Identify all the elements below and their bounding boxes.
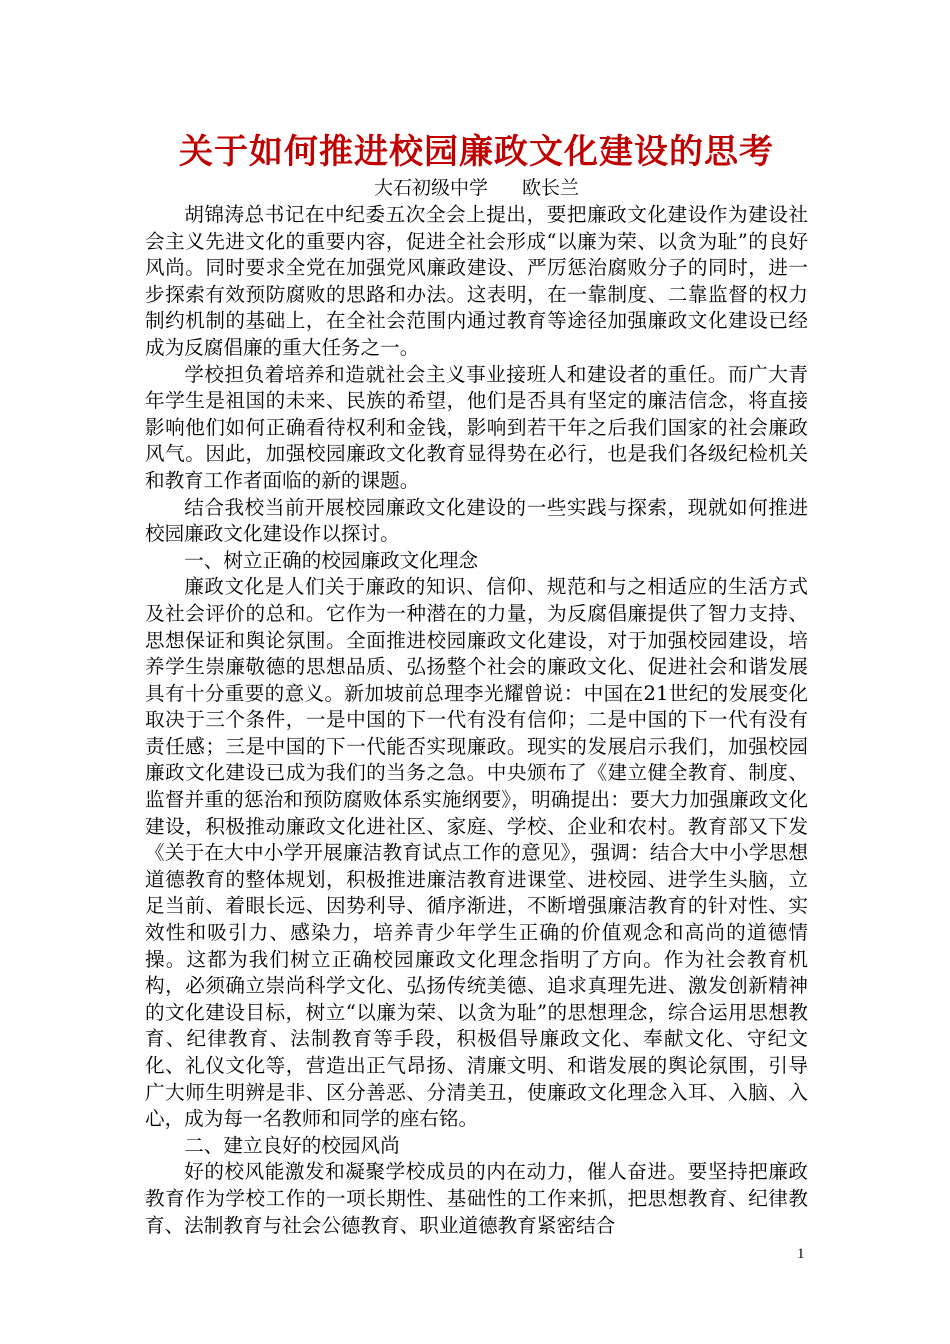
intro-paragraph-2: 学校担负着培养和造就社会主义事业接班人和建设者的重任。而广大青年学生是祖国的未来、民族的希望，他们是否具有坚定的廉洁信念，将直接影响他们如何正确看待权利和金钱，影响到若干年之后我们国家的社会廉政风气。因此，加强校园廉政文化教育显得势在必行，也是我们各级纪检机关和教育工作者面临的新的课题。 bbox=[145, 362, 808, 492]
document-title: 关于如何推进校园廉政文化建设的思考 bbox=[179, 132, 774, 172]
page-number: 1 bbox=[797, 1246, 805, 1262]
section-1-body: 廉政文化是人们关于廉政的知识、信仰、规范和与之相适应的生活方式及社会评价的总和。它作为一种潜在的力量，为反腐倡廉提供了智力支持、思想保证和舆论氛围。全面推进校园廉政文化建设，对于加强校园建设，培养学生崇廉敬德的思想品质、弘扬整个社会的廉政文化、促进社会和谐发展具有十分重要的意义。新加坡前总理李光耀曾说：中国在21世纪的发展变化取决于三个条件，一是中国的下一代有没有信仰；二是中国的下一代有没有责任感；三是中国的下一代能否实现廉政。现实的发展启示我们，加强校园廉政文化建设已成为我们的当务之急。中央颁布了《建立健全教育、制度、监督并重的惩治和预防腐败体系实施纲要》，明确提出：要大力加强廉政文化建设，积极推动廉政文化进社区、家庭、学校、企业和农村。教育部又下发《关于在大中小学开展廉洁教育试点工作的意见》，强调：结合大中小学思想道德教育的整体规划，积极推进廉洁教育进课堂、进校园、进学生头脑，立足当前、着眼长远、因势利导、循序渐进，不断增强廉洁教育的针对性、实效性和吸引力、感染力，培养青少年学生正确的价值观念和高尚的道德情操。这都为我们树立正确校园廉政文化理念指明了方向。作为社会教育机构，必须确立崇尚科学文化、弘扬传统美德、追求真理先进、激发创新精神的文化建设目标，树立“以廉为荣、以贪为耻”的思想理念，综合运用思想教育、纪律教育、法制教育等手段，积极倡导廉政文化、奉献文化、守纪文化、礼仪文化等，营造出正气昂扬、清廉文明、和谐发展的舆论氛围，引导广大师生明辨是非、区分善恶、分清美丑，使廉政文化理念入耳、入脑、入心，成为每一名教师和同学的座右铭。 bbox=[145, 575, 808, 1131]
section-1-heading: 一、树立正确的校园廉政文化理念 bbox=[184, 548, 479, 572]
byline bbox=[145, 176, 808, 200]
section-2-body: 好的校风能激发和凝聚学校成员的内在动力，催人奋进。要坚持把廉政教育作为学校工作的一项长期性、基础性的工作来抓，把思想教育、纪律教育、法制教育与社会公德教育、职业道德教育紧密结合 bbox=[145, 1160, 808, 1237]
byline-school: 大石初级中学 bbox=[373, 177, 488, 199]
intro-paragraph-1: 胡锦涛总书记在中纪委五次全会上提出，要把廉政文化建设作为建设社会主义先进文化的重要内容，促进全社会形成“以廉为荣、以贪为耻”的良好风尚。同时要求全党在加强党风廉政建设、严厉惩治腐败分子的同时，进一步探索有效预防腐败的思路和办法。这表明，在一靠制度、二靠监督的权力制约机制的基础上，在全社会范围内通过教育等途径加强廉政文化建设已经成为反腐倡廉的重大任务之一。 bbox=[145, 203, 808, 359]
intro-paragraph-3: 结合我校当前开展校园廉政文化建设的一些实践与探索，现就如何推进校园廉政文化建设作以探讨。 bbox=[145, 495, 808, 546]
byline-author: 欧长兰 bbox=[522, 177, 580, 199]
section-2-heading: 二、建立良好的校园风尚 bbox=[184, 1133, 400, 1157]
document-page bbox=[145, 128, 808, 1239]
